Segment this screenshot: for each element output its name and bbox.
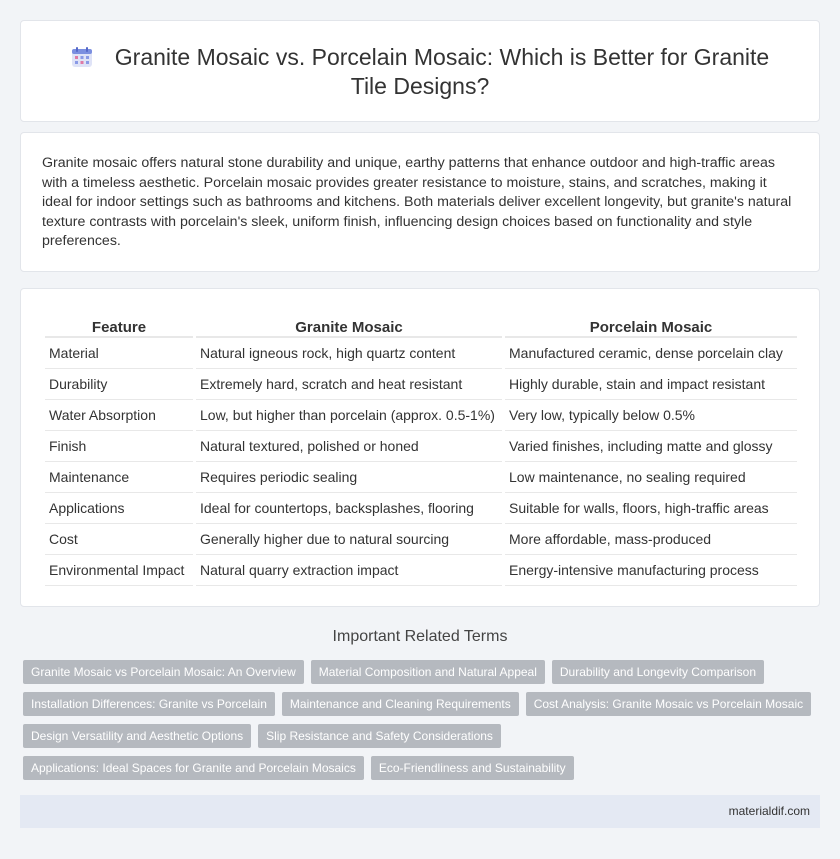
row-feature: Finish (45, 431, 193, 462)
header-feature: Feature (45, 316, 193, 338)
row-granite: Low, but higher than porcelain (approx. 0.5-1%) (196, 400, 502, 431)
row-feature: Maintenance (45, 462, 193, 493)
row-porcelain: Varied finishes, including matte and glossy (505, 431, 797, 462)
row-porcelain: Highly durable, stain and impact resistant (505, 369, 797, 400)
summary-text: Granite mosaic offers natural stone durability and unique, earthy patterns that enhance outdoor and high-traffic areas with a timeless aesthetic. Porcelain mosaic provides greater resistance to moisture, stains, and scratches, making it ideal for indoor settings such as bathrooms and kitchens. Both materials deliver excellent longevity, but granite's natural texture contrasts with porcelain's sleek, uniform finish, influencing design choices based on functionality and style preferences. (42, 155, 792, 250)
row-porcelain: Energy-intensive manufacturing process (505, 555, 797, 586)
row-feature: Cost (45, 524, 193, 555)
table-row (45, 524, 797, 555)
row-granite: Ideal for countertops, backsplashes, flooring (196, 493, 502, 524)
related-terms-title: Important Related Terms (332, 628, 508, 645)
row-granite: Natural quarry extraction impact (196, 555, 502, 586)
related-term-tag[interactable]: Granite Mosaic vs Porcelain Mosaic: An Overview (23, 660, 304, 684)
row-feature: Durability (45, 369, 193, 400)
related-term-tag[interactable]: Applications: Ideal Spaces for Granite and Porcelain Mosaics (23, 756, 364, 780)
row-porcelain: Low maintenance, no sealing required (505, 462, 797, 493)
row-granite: Requires periodic sealing (196, 462, 502, 493)
footer-site-link[interactable]: materialdif.com (728, 804, 810, 818)
table-row (45, 555, 797, 586)
related-term-tag[interactable]: Material Composition and Natural Appeal (311, 660, 545, 684)
related-term-tag[interactable]: Slip Resistance and Safety Considerations (258, 724, 501, 748)
table-row (45, 493, 797, 524)
comparison-table-card (20, 288, 820, 607)
table-row (45, 462, 797, 493)
row-feature: Environmental Impact (45, 555, 193, 586)
table-row (45, 431, 797, 462)
table-row (45, 369, 797, 400)
row-granite: Natural textured, polished or honed (196, 431, 502, 462)
tag-row (23, 756, 823, 780)
row-porcelain: Manufactured ceramic, dense porcelain clay (505, 338, 797, 369)
tag-row (23, 660, 823, 684)
tag-row (23, 692, 823, 716)
comparison-table (42, 316, 800, 586)
row-feature: Material (45, 338, 193, 369)
related-term-tag[interactable]: Maintenance and Cleaning Requirements (282, 692, 519, 716)
footer (20, 795, 820, 828)
page-title-text: Granite Mosaic vs. Porcelain Mosaic: Which is Better for Granite Tile Designs? (114, 44, 770, 99)
header-card (20, 20, 820, 122)
related-term-tag[interactable]: Durability and Longevity Comparison (552, 660, 764, 684)
table-row (45, 338, 797, 369)
related-terms-list (23, 660, 823, 788)
row-feature: Applications (45, 493, 193, 524)
table-row (45, 400, 797, 431)
table-header-row (45, 316, 797, 338)
related-term-tag[interactable]: Design Versatility and Aesthetic Options (23, 724, 251, 748)
header-granite: Granite Mosaic (196, 316, 502, 338)
header-porcelain: Porcelain Mosaic (505, 316, 797, 338)
related-term-tag[interactable]: Installation Differences: Granite vs Porcelain (23, 692, 275, 716)
row-porcelain: Suitable for walls, floors, high-traffic areas (505, 493, 797, 524)
summary-card (20, 132, 820, 272)
row-granite: Extremely hard, scratch and heat resistant (196, 369, 502, 400)
row-granite: Natural igneous rock, high quartz content (196, 338, 502, 369)
calendar-grid-icon (71, 46, 93, 68)
tag-row (23, 724, 823, 748)
related-term-tag[interactable]: Cost Analysis: Granite Mosaic vs Porcelain Mosaic (526, 692, 811, 716)
row-feature: Water Absorption (45, 400, 193, 431)
page-title (61, 43, 779, 101)
row-porcelain: Very low, typically below 0.5% (505, 400, 797, 431)
related-term-tag[interactable]: Eco-Friendliness and Sustainability (371, 756, 574, 780)
row-granite: Generally higher due to natural sourcing (196, 524, 502, 555)
row-porcelain: More affordable, mass-produced (505, 524, 797, 555)
